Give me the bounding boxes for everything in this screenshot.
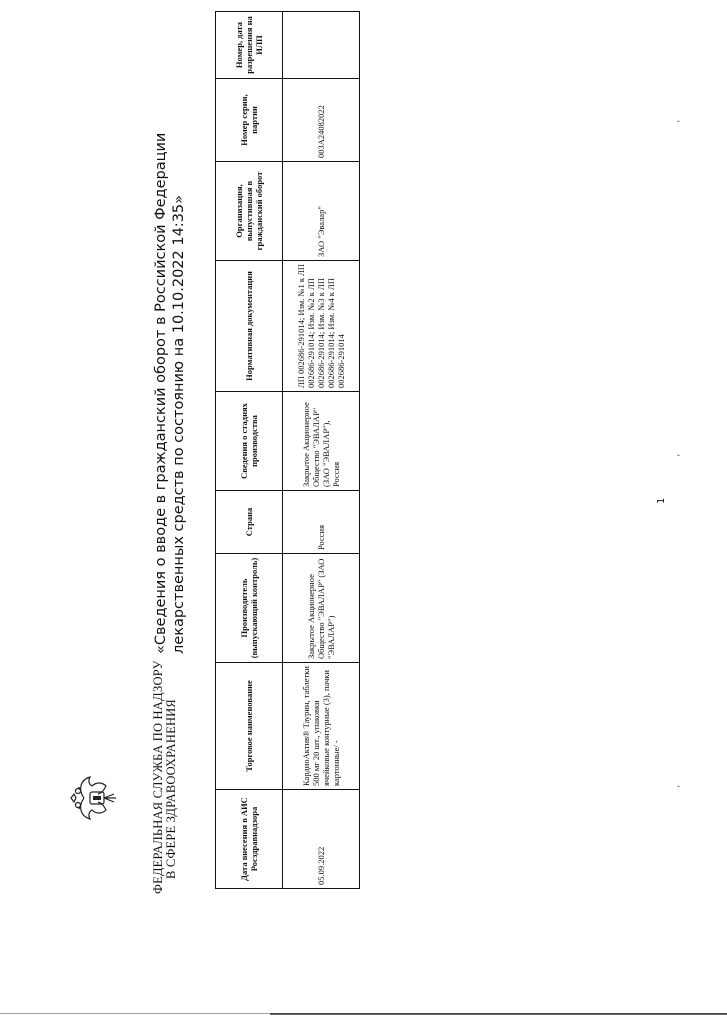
- cell-releasing-organization: ЗАО "Эвалар": [283, 162, 360, 261]
- header-production-stages: Сведения о стадиях производства: [216, 392, 283, 491]
- cell-manufacturer: Закрытое Акционерное Общество "ЭВАЛАР" (ЗАО "ЭВАЛАР"): [283, 554, 360, 663]
- document-title-line-2: лекарственных средств по состоянию на 10.10.2022 14:35»: [171, 194, 187, 654]
- header-releasing-organization: Организация, выпустившая в гражданский оборот: [216, 162, 283, 261]
- header-manufacturer: Производитель (выпускающий контроль): [216, 554, 283, 663]
- agency-name: [151, 660, 178, 894]
- cell-trade-name: КардиоАктив® Таурин, таблетки 500 мг 20 шт., упаковки ячейковые контурные (3), пачки картонные/ -: [283, 663, 360, 790]
- cell-production-stages: Закрытое Акционерное Общество "ЭВАЛАР" (ЗАО "ЭВАЛАР"), Россия: [283, 392, 360, 491]
- header-series-number: Номер серии, партии: [216, 79, 283, 162]
- cell-series-number: 003А24082022: [283, 79, 360, 162]
- cell-permit-number: [283, 12, 360, 79]
- drug-circulation-table: [215, 11, 360, 889]
- double-headed-eagle-emblem-icon: [70, 772, 122, 824]
- cell-entry-date: 05.09.2022: [283, 790, 360, 889]
- header-trade-name: Торговое наименование: [216, 663, 283, 790]
- cell-country: Россия: [283, 491, 360, 554]
- scan-speck: ': [676, 120, 686, 122]
- document-title: [152, 34, 188, 654]
- cell-normative-docs: ЛП 002686-291014; Изм. №1 к ЛП 002686-291014; Изм. №2 к ЛП 002686-291014; Изм. №3 к ЛП 002686-291014; Изм. №4 к ЛП 002686-291014: [283, 261, 360, 392]
- page-number: 1: [656, 497, 667, 504]
- header-country: Страна: [216, 491, 283, 554]
- header-entry-date: Дата внесения в АИС Росздравнадзора: [216, 790, 283, 889]
- agency-line-2: В СФЕРЕ ЗДРАВООХРАНЕНИЯ: [164, 699, 178, 879]
- scan-speck: ': [676, 785, 686, 787]
- scan-speck: ': [676, 454, 686, 456]
- table-row: [283, 12, 360, 889]
- table-header-row: [216, 12, 283, 889]
- header-permit-number: Номер, дата разрешения на ИЛП: [216, 12, 283, 79]
- agency-line-1: ФЕДЕРАЛЬНАЯ СЛУЖБА ПО НАДЗОРУ: [151, 660, 165, 894]
- header-normative-docs: Нормативная документация: [216, 261, 283, 392]
- document-title-line-1: «Сведения о вводе в гражданский оборот в Российской Федерации: [153, 132, 169, 654]
